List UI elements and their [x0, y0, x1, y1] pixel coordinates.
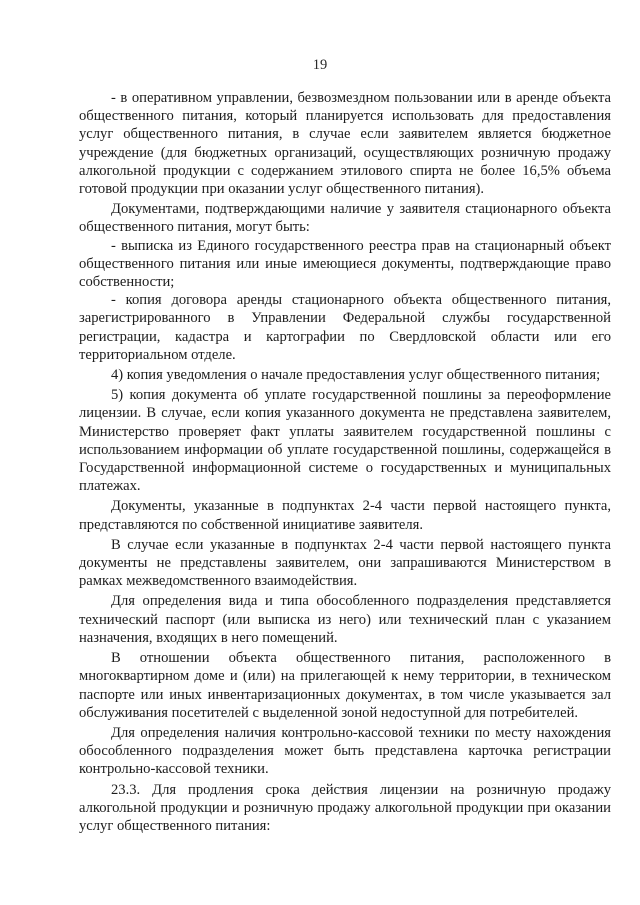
paragraph-operational-management: - в оперативном управлении, безвозмездном пользовании или в аренде объекта общественного питания, который планируется использовать для предоставления услуг общественного питания, в случае если заявителем является бюджетное учреждение (для бюджетных организаций, осуществляющих розничную продажу алкогольной продукции с содержанием этилового спирта не более 16,5% объема готовой продукции при оказании услуг общественного питания).: [79, 90, 611, 198]
paragraph-technical-passport: Для определения вида и типа обособленного подразделения представляется технический паспорт (или выписка из него) или технический план с указанием назначения, входящих в него помещений.: [79, 593, 611, 646]
paragraph-23-3-license-extension: 23.3. Для продления срока действия лицензии на розничную продажу алкогольной продукции и розничную продажу алкогольной продукции при оказании услуг общественного питания:: [79, 781, 611, 834]
paragraph-own-initiative: Документы, указанные в подпунктах 2-4 части первой настоящего пункта, представляются по собственной инициативе заявителя.: [79, 498, 611, 533]
paragraph-interagency-request: В случае если указанные в подпунктах 2-4 части первой настоящего пункта документы не представлены заявителем, они запрашиваются Министерством в рамках межведомственного взаимодействия.: [79, 536, 611, 590]
paragraph-item-4-notification: 4) копия уведомления о начале предоставления услуг общественного питания;: [111, 367, 601, 384]
paragraph-cash-register: Для определения наличия контрольно-кассовой техники по месту нахождения обособленного подразделения может быть представлена карточка регистрации контрольно-кассовой техники.: [79, 724, 611, 778]
page-number: 19: [312, 57, 328, 73]
document-body: [79, 89, 611, 835]
paragraph-apartment-building: В отношении объекта общественного питания, расположенного в многоквартирном доме и (или) на прилегающей к нему территории, в техническом паспорте или иных инвентаризационных документах, в том числе указывается зал обслуживания посетителей с выделенной зоной недоступной для потребителей.: [79, 650, 611, 721]
paragraph-registry-extract: - выписка из Единого государственного реестра прав на стационарный объект общественного питания или иные имеющиеся документы, подтверждающие право собственности;: [79, 237, 611, 291]
paragraph-supporting-documents-intro: Документами, подтверждающими наличие у заявителя стационарного объекта общественного питания, могут быть:: [79, 201, 611, 236]
paragraph-item-5-state-duty: 5) копия документа об уплате государственной пошлины за переоформление лицензии. В случае, если копия указанного документа не представлена заявителем, Министерство проверяет факт уплаты заявителем государственной пошлины с использованием информации об уплате государственной пошлины, содержащейся в Государственной информационной системе о государственных и муниципальных платежах.: [79, 387, 611, 495]
paragraph-lease-agreement-copy: - копия договора аренды стационарного объекта общественного питания, зарегистрированного в Управлении Федеральной службы государственной регистрации, кадастра и картографии по Свердловской области или его территориальном отделе.: [79, 292, 611, 363]
